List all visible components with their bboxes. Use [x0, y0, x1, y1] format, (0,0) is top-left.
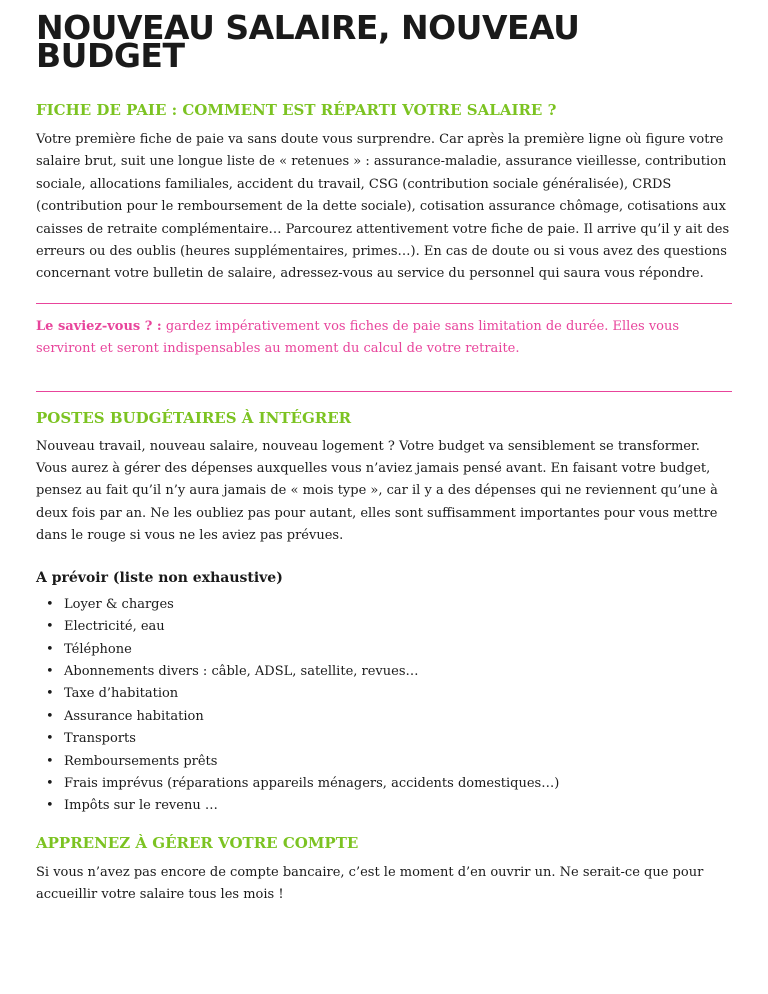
list-item-label: Abonnements divers : câble, ADSL, satellite, revues… — [64, 663, 419, 679]
list-item — [46, 706, 732, 728]
list-item — [46, 751, 732, 773]
list-item-label: Assurance habitation — [64, 708, 204, 724]
list-item — [46, 683, 732, 705]
bullet-icon: • — [46, 619, 54, 635]
list-item — [46, 616, 732, 638]
bullet-icon: • — [46, 753, 54, 769]
account-paragraph: Si vous n’avez pas encore de compte bancaire, c’est le moment d’en ouvrir un. Ne serait-ce que pour accueillir votre salaire tous les mois ! — [36, 864, 704, 903]
list-item — [46, 661, 732, 683]
list-item — [46, 728, 732, 750]
callout-text: gardez impérativement vos fiches de paie sans limitation de durée. Elles vous serviront et seront indispensables au moment du calcul de votre retraite. — [36, 318, 680, 357]
bullet-icon: • — [46, 641, 54, 657]
checklist-heading: A prévoir (liste non exhaustive) — [36, 569, 283, 586]
list-item — [46, 639, 732, 661]
list-item-label: Impôts sur le revenu … — [64, 798, 218, 814]
callout-label: Le saviez-vous ? : — [36, 318, 162, 334]
list-item — [46, 773, 732, 795]
callout-divider-top — [36, 303, 732, 304]
payslip-paragraph: Votre première fiche de paie va sans doute vous surprendre. Car après la première ligne où figure votre salaire brut, suit une longue liste de « retenues » : assurance-maladie, assurance vieillesse, contribution sociale, allocations familiales, accident du travail, CSG (contribution sociale généralisée), CRDS (contribution pour le remboursement de la dette sociale), cotisation assurance chômage, cotisations aux caisses de retraite complémentaire… Parcourez attentivement votre fiche de paie. Il arrive qu’il y ait des erreurs ou des oublis (heures supplémentaires, primes…). En cas de doute ou si vous avez des questions concernant votre bulletin de salaire, adressez-vous au service du personnel qui saura vous répondre. — [36, 132, 730, 282]
bullet-icon: • — [46, 775, 54, 791]
bullet-icon: • — [46, 798, 54, 814]
article — [36, 0, 732, 907]
bullet-icon: • — [46, 686, 54, 702]
list-item-label: Remboursements prêts — [64, 753, 218, 769]
bullet-icon: • — [46, 596, 54, 612]
list-item-label: Téléphone — [64, 641, 132, 657]
list-item-label: Frais imprévus (réparations appareils ménagers, accidents domestiques…) — [64, 775, 560, 791]
bullet-icon: • — [46, 708, 54, 724]
checklist — [36, 594, 732, 818]
list-item — [46, 795, 732, 817]
callout-box — [36, 316, 732, 361]
list-item-label: Electricité, eau — [64, 619, 165, 635]
callout-divider-bottom — [36, 391, 732, 392]
bullet-icon: • — [46, 663, 54, 679]
list-item-label: Transports — [64, 731, 136, 747]
section-heading-account: APPRENEZ À GÉRER VOTRE COMPTE — [36, 833, 359, 852]
budget-paragraph: Nouveau travail, nouveau salaire, nouveau logement ? Votre budget va sensiblement se transformer. Vous aurez à gérer des dépenses auxquelles vous n’aviez jamais pensé avant. En faisant votre budget, pensez au fait qu’il n’y aura jamais de « mois type », car il y a des dépenses qui ne reviennent qu’une à deux fois par an. Ne les oubliez pas pour autant, elles sont suffisamment importantes pour vous mettre dans le rouge si vous ne les aviez pas prévues. — [36, 438, 718, 544]
section-heading-payslip: FICHE DE PAIE : COMMENT EST RÉPARTI VOTRE SALAIRE ? — [36, 101, 557, 119]
list-item-label: Taxe d’habitation — [64, 686, 179, 702]
section-heading-budget: POSTES BUDGÉTAIRES À INTÉGRER — [36, 408, 352, 427]
list-item — [46, 594, 732, 616]
bullet-icon: • — [46, 731, 54, 747]
list-item-label: Loyer & charges — [64, 596, 174, 612]
page-title: NOUVEAU SALAIRE, NOUVEAU BUDGET — [36, 8, 580, 75]
